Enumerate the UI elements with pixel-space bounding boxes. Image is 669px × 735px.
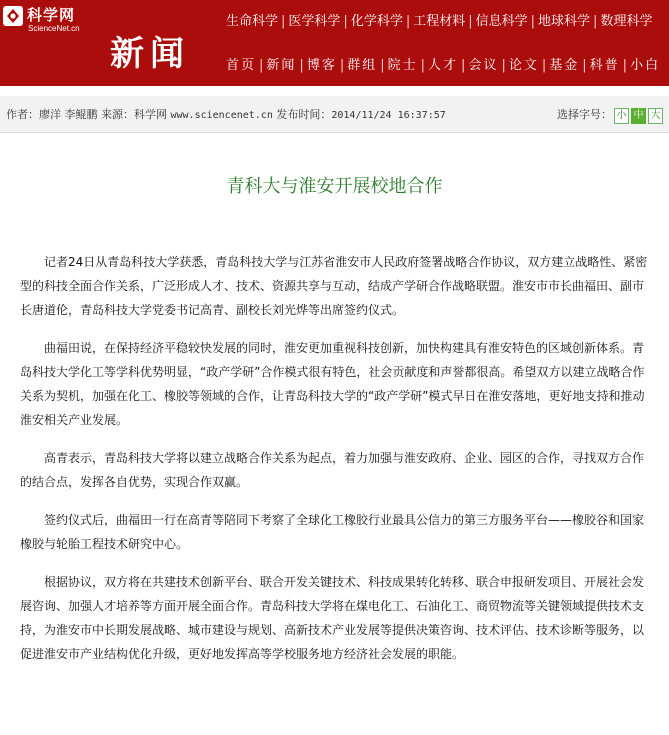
nav-link-popular-science[interactable]: 科普	[589, 58, 620, 73]
source-url: www.sciencenet.cn	[170, 110, 273, 121]
author-label: 作者：	[6, 108, 39, 121]
nav-link-papers[interactable]: 论文	[508, 58, 539, 73]
font-size-medium-button[interactable]: 中	[631, 108, 646, 124]
category-link[interactable]: 工程材料	[413, 14, 466, 29]
article-meta-bar	[0, 96, 669, 133]
source-label: 来源：	[101, 108, 134, 121]
article-authors: 廖洋 李鲲鹏	[39, 108, 98, 121]
publish-time: 2014/11/24 16:37:57	[331, 110, 446, 121]
sciencenet-logo-icon	[3, 6, 23, 26]
category-link[interactable]: 医学科学	[288, 14, 341, 29]
nav-separator: |	[530, 14, 536, 29]
article-meta	[6, 106, 446, 122]
nav-separator: |	[582, 58, 587, 73]
nav-separator: |	[339, 58, 345, 73]
nav-separator: |	[380, 58, 385, 73]
article-title: 青科大与淮安开展校地合作	[226, 176, 443, 197]
nav-separator: |	[299, 58, 304, 73]
nav-link-news[interactable]: 新闻	[266, 58, 297, 73]
nav-link-blog[interactable]: 博客	[306, 58, 337, 73]
nav-link-home[interactable]: 首页	[226, 58, 257, 73]
category-link[interactable]: 数理科学	[600, 14, 653, 29]
nav-separator: |	[501, 58, 506, 73]
nav-link-funding[interactable]: 基金	[549, 58, 580, 73]
font-size-small-button[interactable]: 小	[614, 108, 629, 124]
logo-domain: ScienceNet.cn	[28, 24, 80, 33]
article-paragraph: 高青表示，青岛科技大学将以建立战略合作关系为起点，着力加强与淮安政府、企业、园区的合作，寻找双方合作的结合点，发挥各自优势，实现合作双赢。	[20, 451, 645, 489]
article-body	[20, 250, 652, 680]
category-link[interactable]: 化学科学	[350, 14, 403, 29]
category-link[interactable]: 地球科学	[538, 14, 591, 29]
nav-separator: |	[405, 14, 411, 29]
category-nav	[226, 10, 652, 30]
nav-separator: |	[343, 14, 348, 29]
nav-separator: |	[461, 58, 466, 73]
nav-separator: |	[281, 14, 286, 29]
nav-link-xiaobai[interactable]: 小白	[630, 58, 661, 73]
nav-link-meetings[interactable]: 会议	[468, 58, 499, 73]
article-paragraph: 签约仪式后，曲福田一行在高青等陪同下考察了全球化工橡胶行业最具公信力的第三方服务平台——橡胶谷和国家橡胶与轮胎工程技术研究中心。	[20, 513, 645, 551]
nav-separator: |	[541, 58, 547, 73]
nav-link-talent[interactable]: 人才	[428, 58, 459, 73]
category-link[interactable]: 生命科学	[226, 14, 279, 29]
nav-separator: |	[468, 14, 473, 29]
nav-separator: |	[622, 58, 628, 73]
article-paragraph: 曲福田说，在保持经济平稳较快发展的同时，淮安更加重视科技创新，加快构建具有淮安特色的区域创新体系。青岛科技大学化工等学科优势明显，“政产学研”合作模式很有特色，社会贡献度和声誉都很高。希望双方以建立战略合作关系为契机，加强在化工、橡胶等领域的合作，让青岛科技大学的“政产学研”模式早日在淮安落地，更好地支持和推动淮安相关产业发展。	[20, 341, 645, 427]
font-size-label: 选择字号：	[557, 108, 612, 121]
nav-separator: |	[420, 58, 426, 73]
nav-separator: |	[259, 58, 264, 73]
site-header	[0, 0, 669, 86]
article-paragraph: 记者24日从青岛科技大学获悉，青岛科技大学与江苏省淮安市人民政府签署战略合作协议，双方建立战略性、紧密型的科技全面合作关系，广泛形成人才、技术、资源共享与互动，结成产学研合作战略联盟。淮安市市长曲福田、副市长唐道伦，青岛科技大学党委书记高青、副校长刘光烨等出席签约仪式。	[20, 255, 648, 317]
main-nav	[226, 54, 660, 74]
publish-time-label: 发布时间：	[276, 108, 332, 121]
nav-link-groups[interactable]: 群组	[347, 58, 378, 73]
category-link[interactable]: 信息科学	[475, 14, 528, 29]
article-paragraph: 根据协议，双方将在共建技术创新平台、联合开发关键技术、科技成果转化转移、联合申报研发项目、开展社会发展咨询、加强人才培养等方面开展全面合作。青岛科技大学将在煤电化工、石油化工、商贸物流等关键领域提供技术支持，为淮安市中长期发展战略、城市建设与规划、高新技术产业发展等提供决策咨询、技术评估、技术诊断等服务，以促进淮安市产业结构优化升级，更好地发挥高等学校服务地方经济社会发展的职能。	[20, 575, 645, 661]
section-title: 新闻	[110, 34, 190, 74]
nav-link-academicians[interactable]: 院士	[387, 58, 418, 73]
font-size-selector	[557, 106, 663, 124]
nav-separator: |	[593, 14, 598, 29]
article-source: 科学网	[134, 108, 167, 121]
site-logo[interactable]	[0, 0, 110, 86]
logo-name: 科学网	[27, 6, 76, 24]
font-size-large-button[interactable]: 大	[648, 108, 663, 124]
